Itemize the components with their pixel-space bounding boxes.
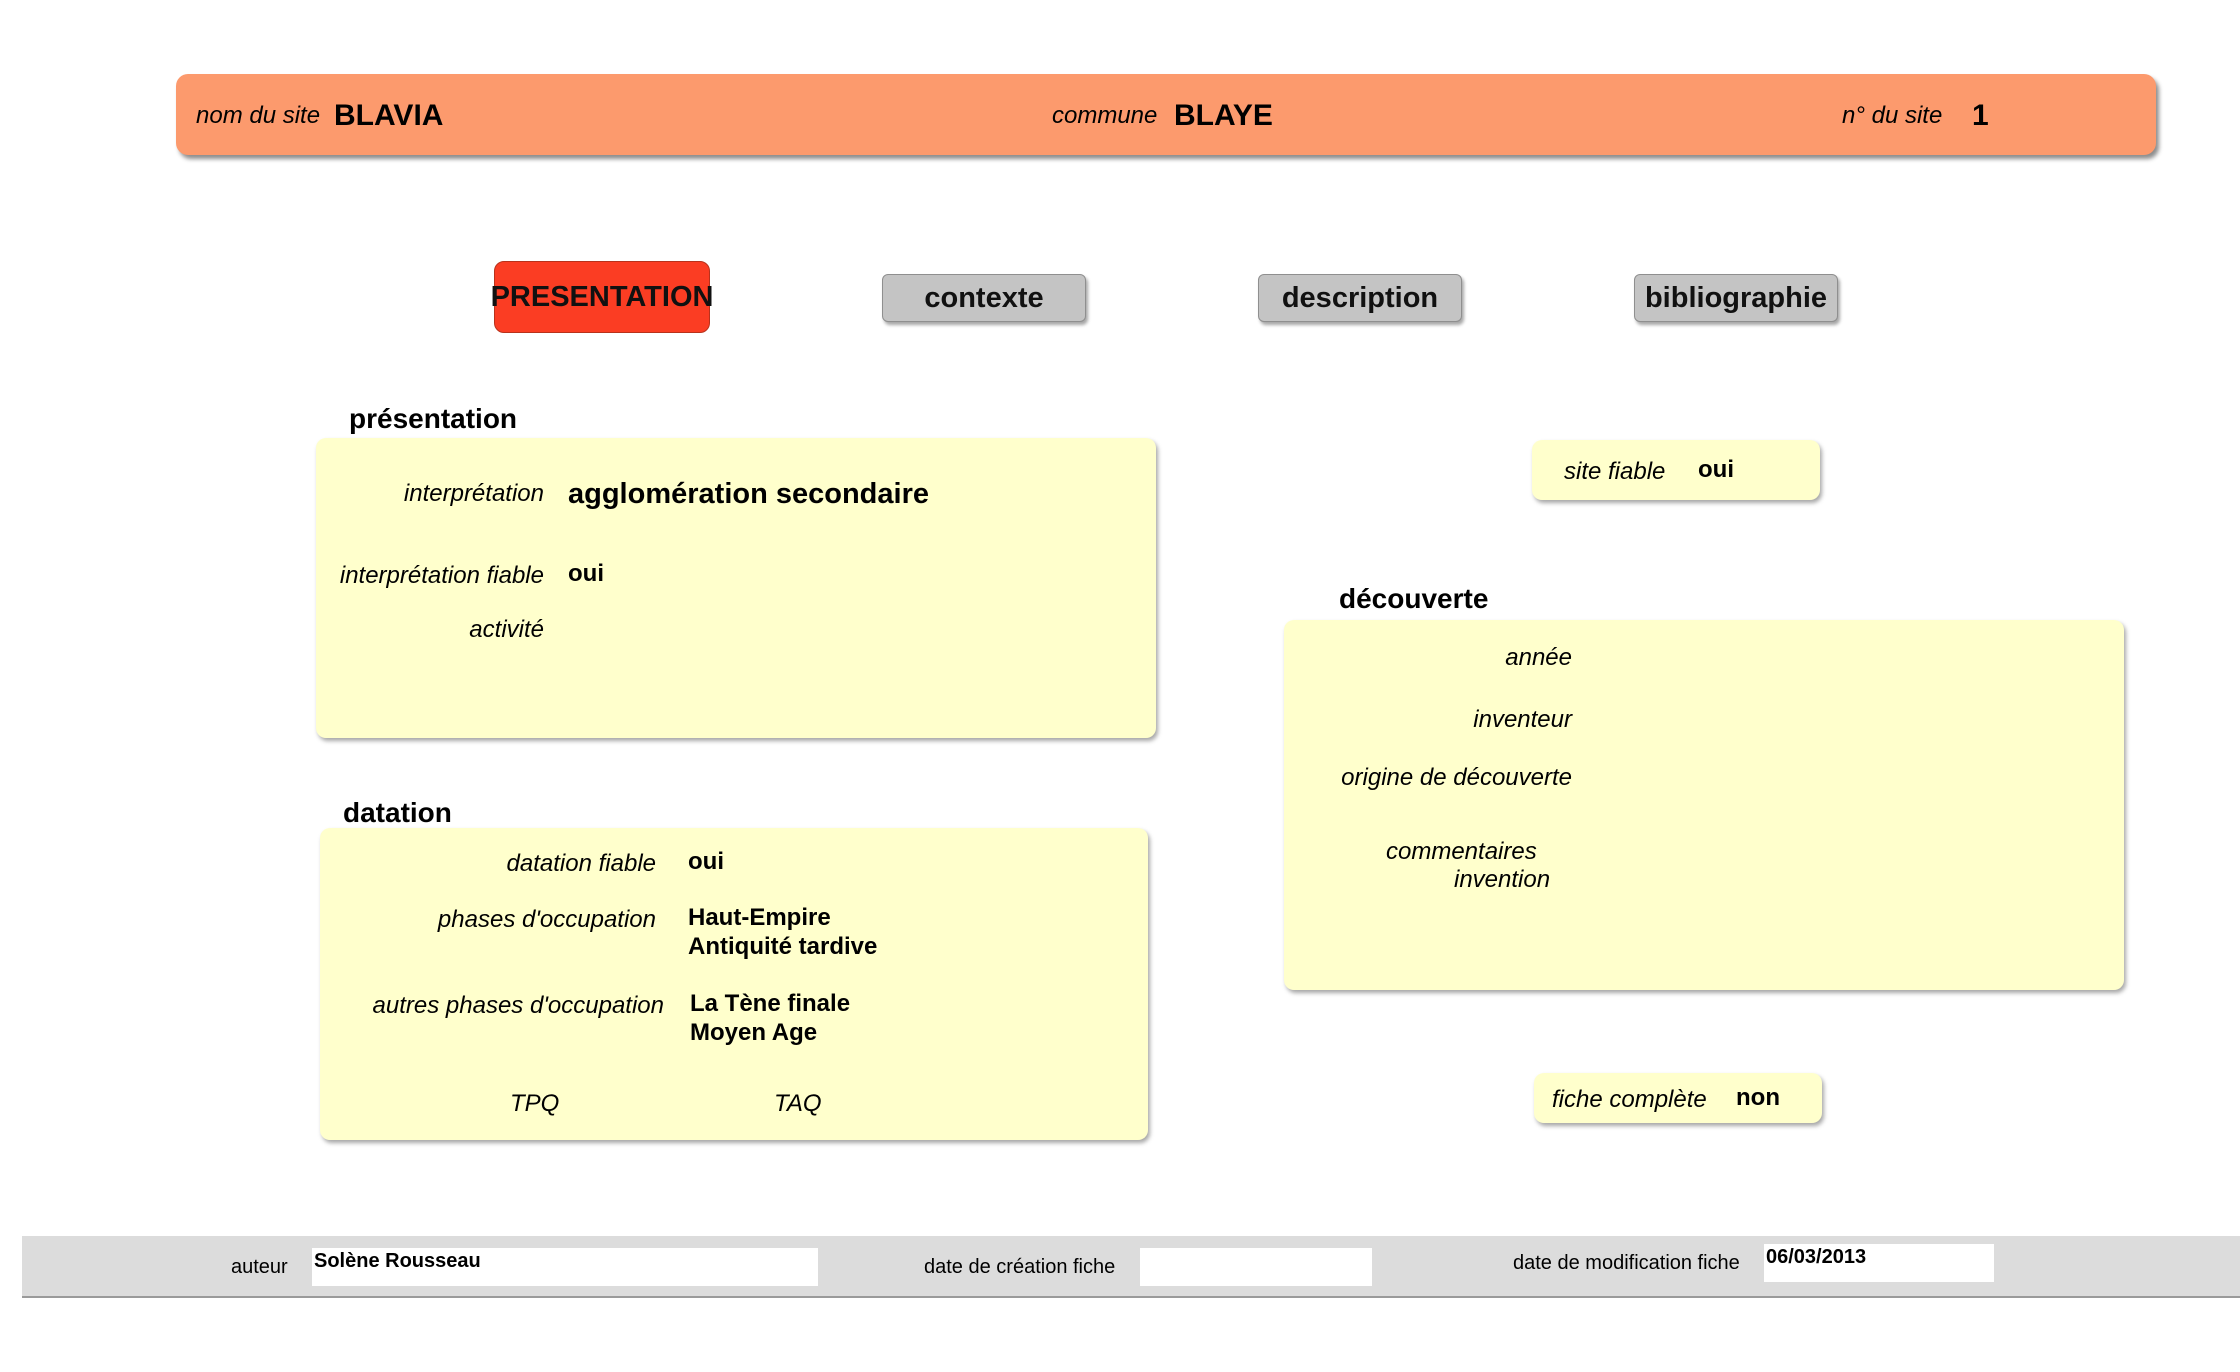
tab-contexte[interactable]: contexte xyxy=(882,274,1086,322)
complete-label: fiche complète xyxy=(1552,1086,1707,1113)
site-number-label: n° du site xyxy=(1842,102,1943,129)
phase-item: Antiquité tardive xyxy=(688,933,878,960)
complete-value[interactable]: non xyxy=(1736,1084,1780,1111)
year-label: année xyxy=(1505,644,1572,671)
site-header-bar xyxy=(176,74,2156,155)
phases-list[interactable] xyxy=(688,903,877,961)
created-date-field[interactable] xyxy=(1140,1248,1372,1286)
other-phases-list[interactable] xyxy=(690,989,850,1047)
origin-label: origine de découverte xyxy=(1341,764,1572,791)
phases-label: phases d'occupation xyxy=(437,906,656,933)
datation-section-title: datation xyxy=(343,797,452,828)
interpretation-reliable-label: interprétation fiable xyxy=(339,562,544,589)
tab-presentation[interactable]: PRESENTATION xyxy=(494,261,710,333)
site-reliable-value[interactable]: oui xyxy=(1698,456,1734,483)
author-field[interactable]: Solène Rousseau xyxy=(312,1248,818,1286)
site-number-value[interactable]: 1 xyxy=(1972,99,1989,132)
interpretation-reliable-value[interactable]: oui xyxy=(568,560,604,587)
datation-reliable-value[interactable]: oui xyxy=(688,848,724,875)
created-date-label: date de création fiche xyxy=(924,1256,1116,1278)
modified-date-label: date de modification fiche xyxy=(1513,1252,1740,1274)
tab-bibliographie[interactable]: bibliographie xyxy=(1634,274,1838,322)
site-name-value[interactable]: BLAVIA xyxy=(334,99,444,132)
comments-label-line2: invention xyxy=(1454,866,1551,893)
phase-item: Haut-Empire xyxy=(688,904,831,931)
commune-value[interactable]: BLAYE xyxy=(1174,99,1273,132)
interpretation-value[interactable]: agglomération secondaire xyxy=(568,478,929,510)
other-phase-item: Moyen Age xyxy=(690,1019,818,1046)
site-name-label: nom du site xyxy=(196,102,321,129)
author-label: auteur xyxy=(231,1256,288,1278)
site-reliable-label: site fiable xyxy=(1564,458,1666,485)
commune-label: commune xyxy=(1052,102,1158,129)
presentation-section-title: présentation xyxy=(349,403,518,434)
datation-panel xyxy=(320,828,1148,1140)
footer-bar xyxy=(22,1236,2240,1298)
discovery-panel xyxy=(1284,620,2124,990)
taq-label: TAQ xyxy=(774,1090,822,1117)
datation-reliable-label: datation fiable xyxy=(506,850,656,877)
other-phase-item: La Tène finale xyxy=(690,990,851,1017)
other-phases-label: autres phases d'occupation xyxy=(372,992,664,1019)
modified-date-field[interactable]: 06/03/2013 xyxy=(1764,1244,1994,1282)
complete-box xyxy=(1534,1073,1822,1123)
tpq-label: TPQ xyxy=(510,1090,560,1117)
presentation-panel xyxy=(316,438,1156,738)
interpretation-label: interprétation xyxy=(403,480,544,507)
tab-description[interactable]: description xyxy=(1258,274,1462,322)
comments-label-line1: commentaires xyxy=(1386,838,1537,865)
discovery-section-title: découverte xyxy=(1339,583,1489,614)
inventor-label: inventeur xyxy=(1473,706,1572,733)
site-reliable-box xyxy=(1532,440,1820,500)
activity-label: activité xyxy=(469,616,544,643)
